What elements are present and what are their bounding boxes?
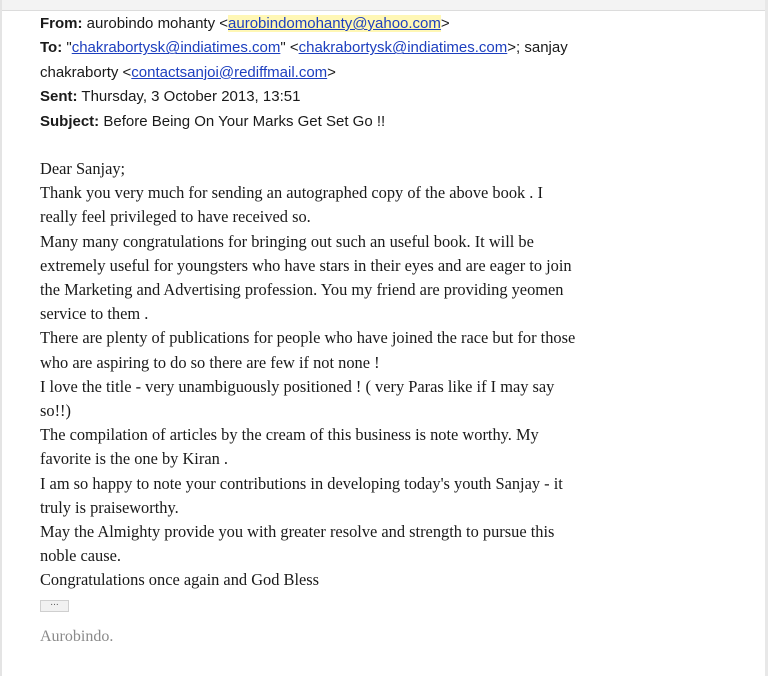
- body-line: noble cause.: [40, 546, 122, 566]
- to-quote-close: " <: [280, 39, 299, 57]
- from-close: >: [440, 15, 450, 32]
- to-separator: >; sanjay: [507, 39, 568, 57]
- body-line: Thank you very much for sending an autographed copy of the above book . I: [40, 183, 543, 203]
- body-line: I am so happy to note your contributions in developing today's youth Sanjay - it: [40, 473, 563, 493]
- subject-value: Before Being On Your Marks Get Set Go !!: [103, 112, 386, 130]
- from-email-link[interactable]: aurobindomohanty@yahoo.com: [228, 15, 441, 32]
- signature: Aurobindo.: [40, 628, 114, 645]
- to-name2: chakraborty <: [40, 63, 132, 81]
- show-trimmed-content-button[interactable]: ...: [40, 600, 69, 612]
- sent-line: [40, 85, 740, 109]
- to-email2-link[interactable]: contactsanjoi@rediffmail.com: [131, 63, 328, 81]
- subject-label: Subject:: [40, 112, 100, 130]
- email-body: [40, 157, 730, 593]
- top-toolbar-strip: [0, 0, 768, 11]
- body-line: Dear Sanjay;: [40, 159, 126, 178]
- body-line: who are aspiring to do so there are few if not none !: [40, 352, 380, 372]
- to-label: To:: [40, 39, 63, 57]
- to-line: [40, 36, 740, 60]
- to-email1-link[interactable]: chakrabortysk@indiatimes.com: [298, 39, 508, 57]
- body-line: the Marketing and Advertising profession. You my friend are providing yeomen: [40, 280, 564, 300]
- from-line: [40, 12, 740, 36]
- to-email1-display-link[interactable]: chakrabortysk@indiatimes.com: [71, 39, 281, 57]
- body-line: favorite is the one by Kiran .: [40, 449, 228, 469]
- to-quote-open: ": [66, 39, 72, 57]
- body-line: Many many congratulations for bringing out such an useful book. It will be: [40, 231, 534, 251]
- to-line-continued: [40, 61, 740, 85]
- body-line: Congratulations once again and God Bless: [40, 570, 320, 590]
- body-line: service to them .: [40, 304, 149, 324]
- body-line: The compilation of articles by the cream of this business is note worthy. My: [40, 425, 539, 445]
- sent-label: Sent:: [40, 88, 78, 106]
- body-line: There are plenty of publications for people who have joined the race but for those: [40, 328, 576, 348]
- body-line: truly is praiseworthy.: [40, 497, 179, 517]
- body-line: so!!): [40, 401, 71, 421]
- to-close: >: [327, 63, 336, 81]
- from-label: From:: [40, 15, 83, 32]
- sent-value: Thursday, 3 October 2013, 13:51: [81, 88, 301, 106]
- body-line: May the Almighty provide you with greater resolve and strength to pursue this: [40, 522, 555, 542]
- subject-line: [40, 110, 740, 134]
- body-line: I love the title - very unambiguously positioned ! ( very Paras like if I may say: [40, 376, 555, 396]
- left-border: [0, 0, 2, 676]
- from-name: aurobindo mohanty <: [86, 15, 229, 32]
- body-line: really feel privileged to have received so.: [40, 207, 311, 227]
- body-line: extremely useful for youngsters who have stars in their eyes and are eager to join: [40, 255, 572, 275]
- email-headers: [40, 12, 740, 134]
